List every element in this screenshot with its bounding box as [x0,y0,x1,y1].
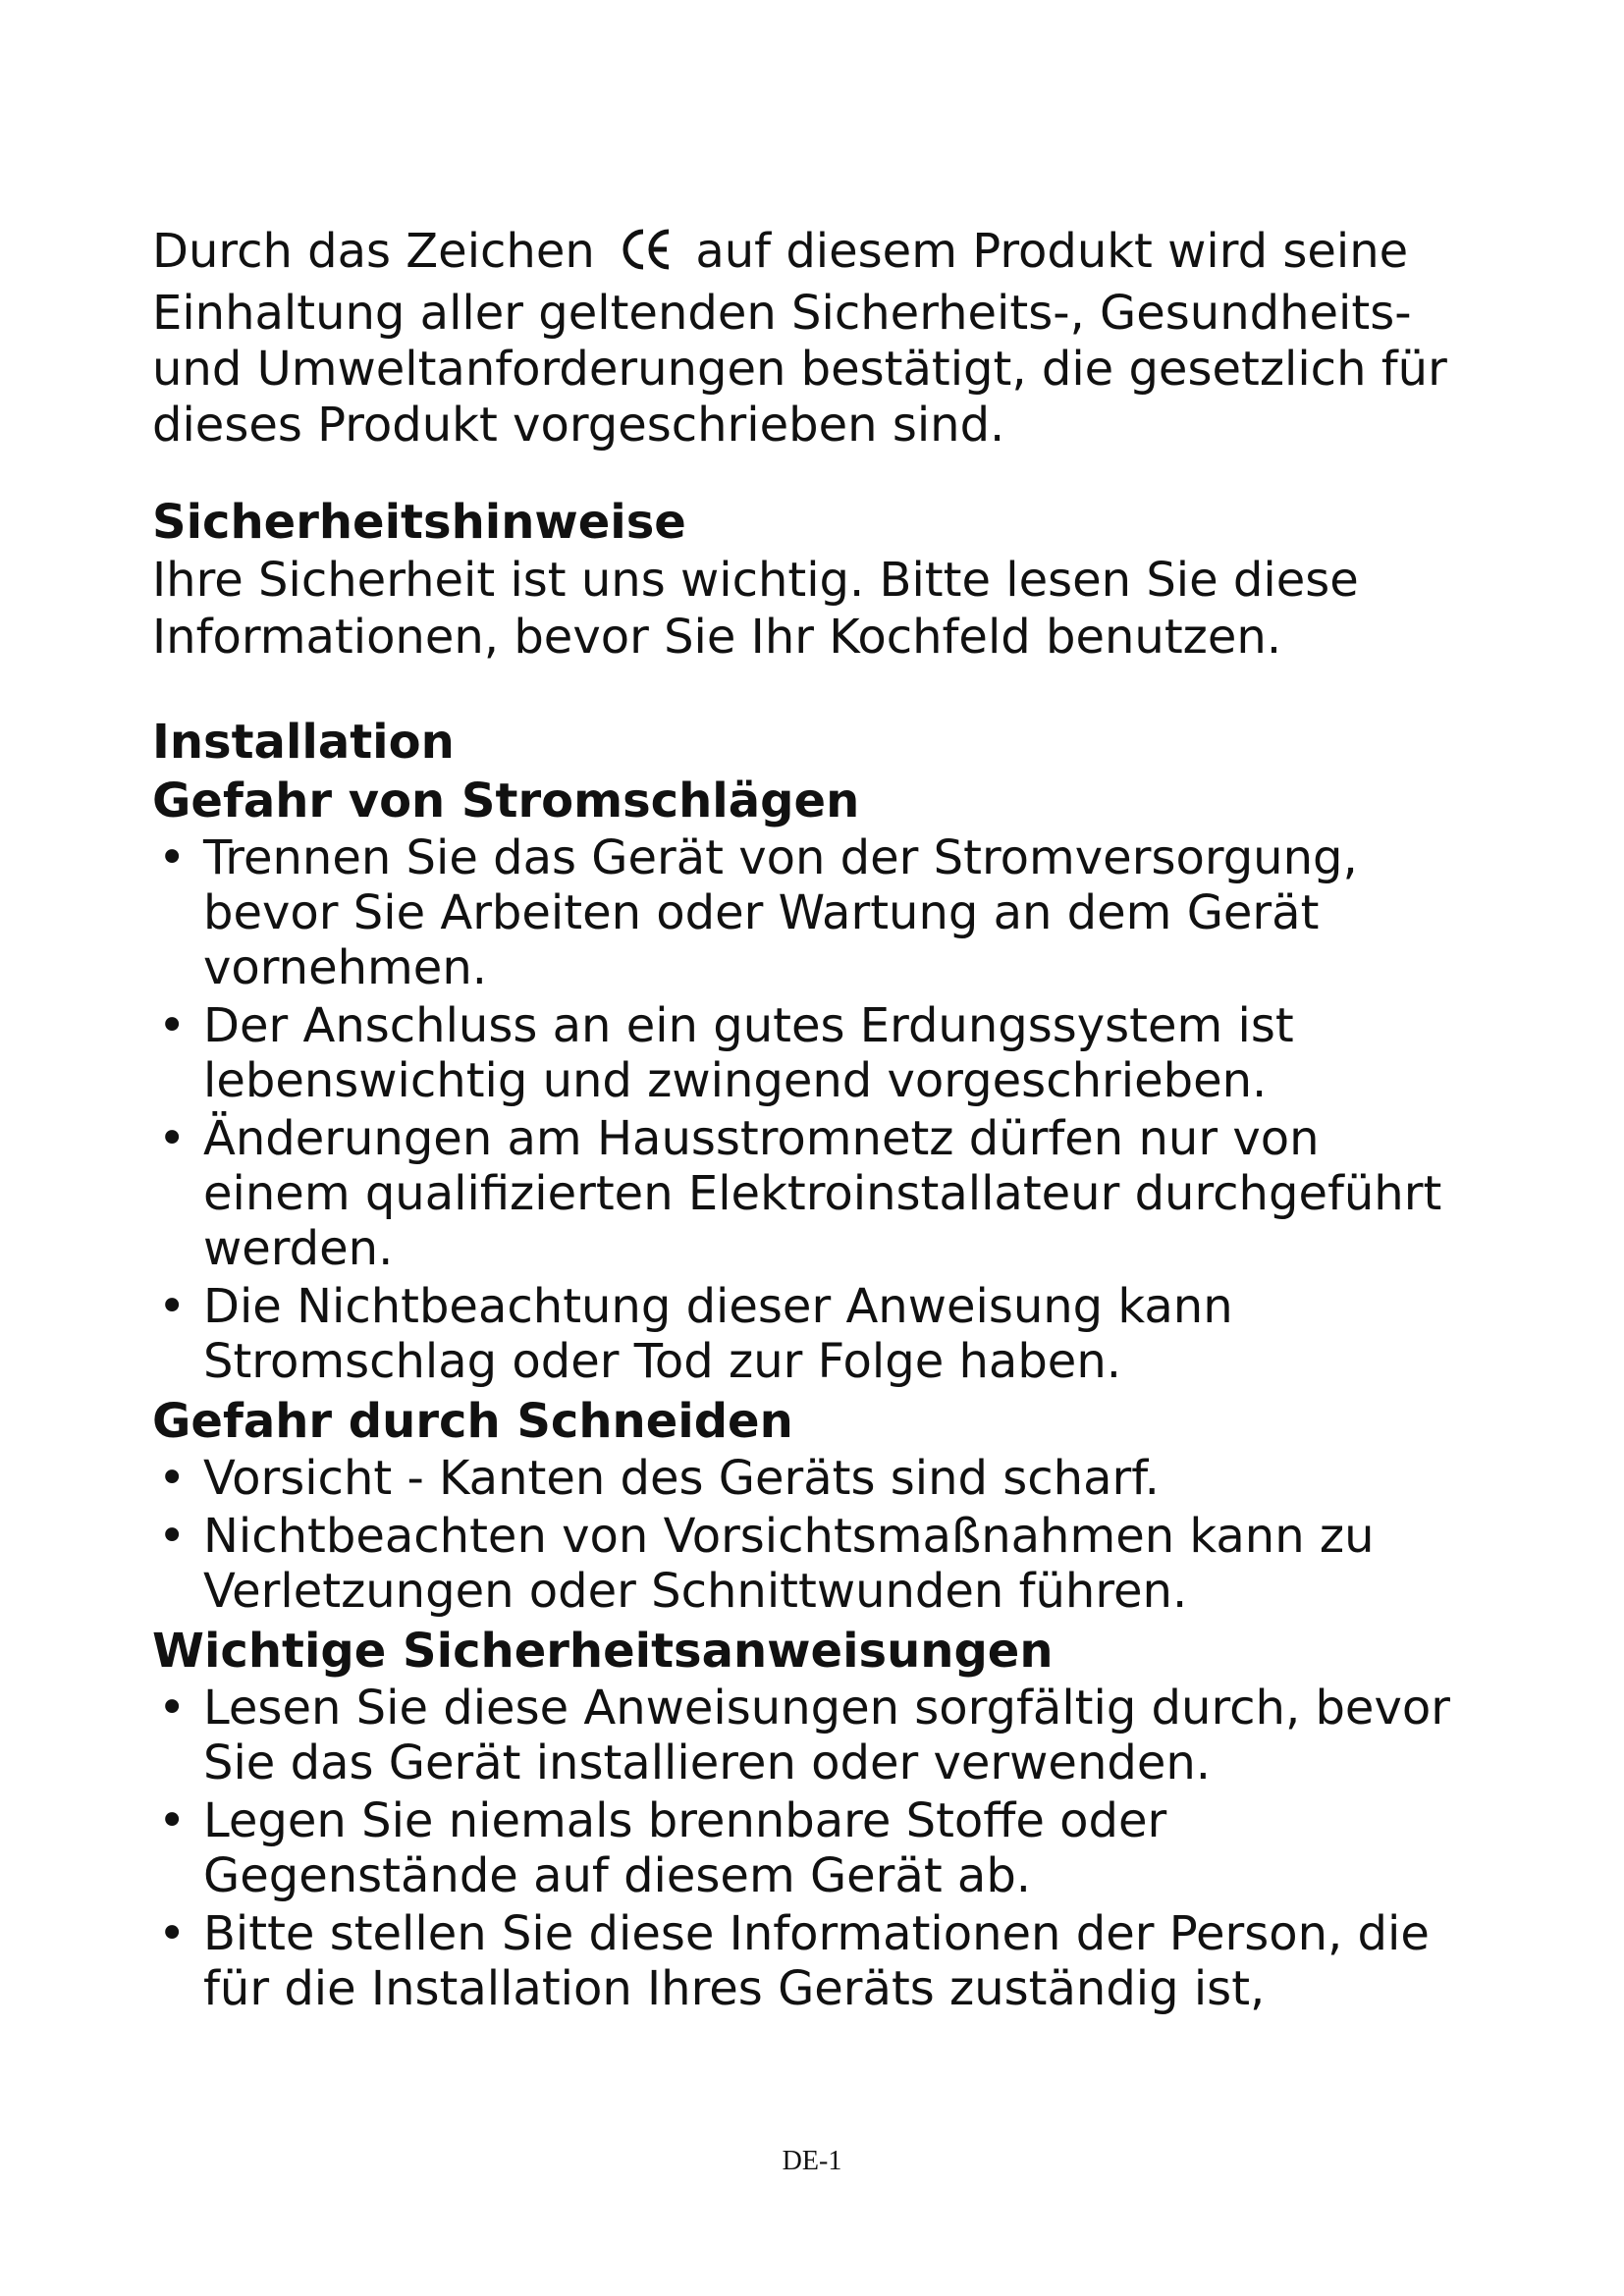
cutting-hazard-list [152,1451,1468,1619]
safety-heading: Sicherheitshinweise [152,495,686,550]
list-item: • Vorsicht - Kanten des Geräts sind scharf. [158,1451,1160,1506]
intro-text-before-mark: Durch das Zeichen [152,224,595,279]
intro-text-after-mark: auf diesem Produkt wird seine Einhaltung aller geltenden Sicherheits-, Gesundheits- und Umweltanforderungen bestätigt, die gesetzlich für dieses Produkt vorgeschrieben sind. [152,224,1447,453]
bullet-icon: • [158,1681,187,1735]
cutting-hazard-heading: Gefahr durch Schneiden [152,1394,793,1449]
electric-shock-list [152,830,1468,1389]
list-item: • Legen Sie niemals brennbare Stoffe oder Gegenstände auf diesem Gerät ab. [158,1793,1167,1903]
bullet-icon: • [158,1906,187,1961]
list-item: • Änderungen am Hausstromnetz dürfen nur von einem qualifizierten Elektroinstallateur durchgeführt werden. [158,1111,1442,1276]
important-instructions-heading: Wichtige Sicherheitsanweisungen [152,1624,1054,1679]
list-item: • Der Anschluss an ein gutes Erdungssystem ist lebenswichtig und zwingend vorgeschrieben. [158,998,1294,1108]
list-item: • Nichtbeachten von Vorsichtsmaßnahmen kann zu Verletzungen oder Schnittwunden führen. [158,1509,1375,1619]
ce-conformity-statement [152,224,1468,454]
bullet-icon: • [158,1451,187,1506]
document-page [152,224,1468,2019]
bullet-icon: • [158,1509,187,1564]
installation-heading: Installation [152,715,455,770]
list-item: • Lesen Sie diese Anweisungen sorgfältig durch, bevor Sie das Gerät installieren oder verwenden. [158,1681,1450,1790]
ce-mark-icon [620,226,675,286]
bullet-icon: • [158,1111,187,1166]
safety-intro-text: Ihre Sicherheit ist uns wichtig. Bitte lesen Sie diese Informationen, bevor Sie Ihr Kochfeld benutzen. [152,553,1359,665]
list-item: • Die Nichtbeachtung dieser Anweisung kann Stromschlag oder Tod zur Folge haben. [158,1279,1233,1389]
important-instructions-list [152,1681,1468,2016]
bullet-icon: • [158,998,187,1053]
list-item: • Trennen Sie das Gerät von der Stromversorgung, bevor Sie Arbeiten oder Wartung an dem Gerät vornehmen. [158,830,1358,995]
bullet-icon: • [158,830,187,885]
bullet-icon: • [158,1793,187,1848]
bullet-icon: • [158,1279,187,1334]
list-item: • Bitte stellen Sie diese Informationen der Person, die für die Installation Ihres Geräts zuständig ist, [158,1906,1430,2016]
electric-shock-heading: Gefahr von Stromschlägen [152,774,860,828]
page-number: DE-1 [782,2146,842,2176]
